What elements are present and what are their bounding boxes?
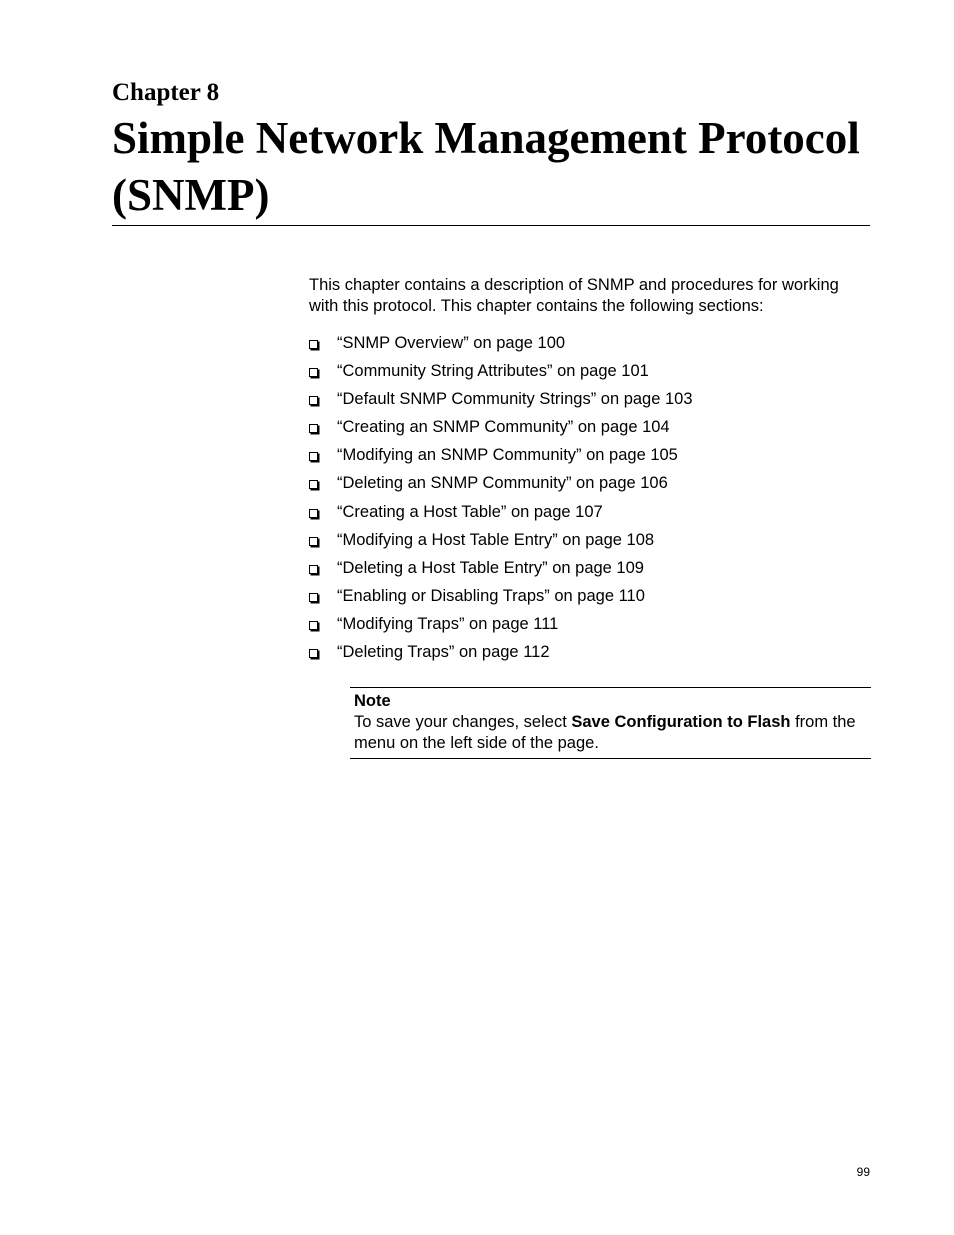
note-text-after: from the menu on the left side of the page. bbox=[354, 713, 856, 752]
section-link[interactable]: “Modifying an SNMP Community” on page 105 bbox=[337, 446, 678, 465]
section-link[interactable]: “SNMP Overview” on page 100 bbox=[337, 334, 566, 352]
section-link[interactable]: “Deleting an SNMP Community” on page 106 bbox=[337, 474, 668, 493]
checkbox-bullet-icon bbox=[309, 509, 318, 518]
list-item[interactable] bbox=[309, 389, 693, 417]
section-link[interactable]: “Modifying Traps” on page 111 bbox=[337, 614, 559, 633]
checkbox-bullet-icon bbox=[309, 537, 318, 546]
list-item[interactable] bbox=[309, 361, 693, 389]
title-divider bbox=[112, 225, 870, 226]
checkbox-bullet-icon bbox=[309, 565, 318, 574]
checkbox-bullet-icon bbox=[309, 621, 318, 630]
note-body bbox=[354, 712, 871, 754]
checkbox-bullet-icon bbox=[309, 368, 318, 377]
list-item[interactable] bbox=[309, 333, 693, 361]
list-item[interactable] bbox=[309, 417, 693, 445]
section-link[interactable]: “Deleting Traps” on page 112 bbox=[337, 643, 550, 662]
note-text-before: To save your changes, select bbox=[354, 713, 572, 731]
page-number: 99 bbox=[856, 1165, 870, 1179]
section-link[interactable]: “Community String Attributes” on page 101 bbox=[337, 362, 649, 381]
checkbox-bullet-icon bbox=[309, 649, 318, 658]
list-item[interactable] bbox=[309, 445, 693, 473]
checkbox-bullet-icon bbox=[309, 593, 318, 602]
note-box bbox=[350, 687, 871, 759]
list-item[interactable] bbox=[309, 502, 693, 530]
list-item[interactable] bbox=[309, 586, 693, 614]
section-link[interactable]: “Default SNMP Community Strings” on page 103 bbox=[337, 390, 693, 409]
section-list bbox=[309, 333, 693, 670]
chapter-label: Chapter 8 bbox=[112, 79, 220, 106]
checkbox-bullet-icon bbox=[309, 480, 318, 489]
list-item[interactable] bbox=[309, 530, 693, 558]
chapter-title: Simple Network Management Protocol (SNMP) bbox=[112, 113, 860, 220]
checkbox-bullet-icon bbox=[309, 424, 318, 433]
note-heading: Note bbox=[354, 692, 391, 710]
list-item[interactable] bbox=[309, 473, 693, 501]
checkbox-bullet-icon bbox=[309, 340, 318, 349]
checkbox-bullet-icon bbox=[309, 396, 318, 405]
section-link[interactable]: “Creating a Host Table” on page 107 bbox=[337, 502, 603, 521]
section-link[interactable]: “Creating an SNMP Community” on page 104 bbox=[337, 418, 670, 437]
note-emphasis: Save Configuration to Flash bbox=[571, 713, 791, 731]
checkbox-bullet-icon bbox=[309, 452, 318, 461]
list-item[interactable] bbox=[309, 558, 693, 586]
section-link[interactable]: “Enabling or Disabling Traps” on page 110 bbox=[337, 586, 645, 605]
list-item[interactable] bbox=[309, 614, 693, 642]
list-item[interactable] bbox=[309, 642, 693, 670]
section-link[interactable]: “Deleting a Host Table Entry” on page 109 bbox=[337, 558, 644, 577]
section-link[interactable]: “Modifying a Host Table Entry” on page 108 bbox=[337, 530, 655, 549]
intro-paragraph: This chapter contains a description of SNMP and procedures for working with this protocol. This chapter contains the following sections: bbox=[309, 276, 839, 315]
